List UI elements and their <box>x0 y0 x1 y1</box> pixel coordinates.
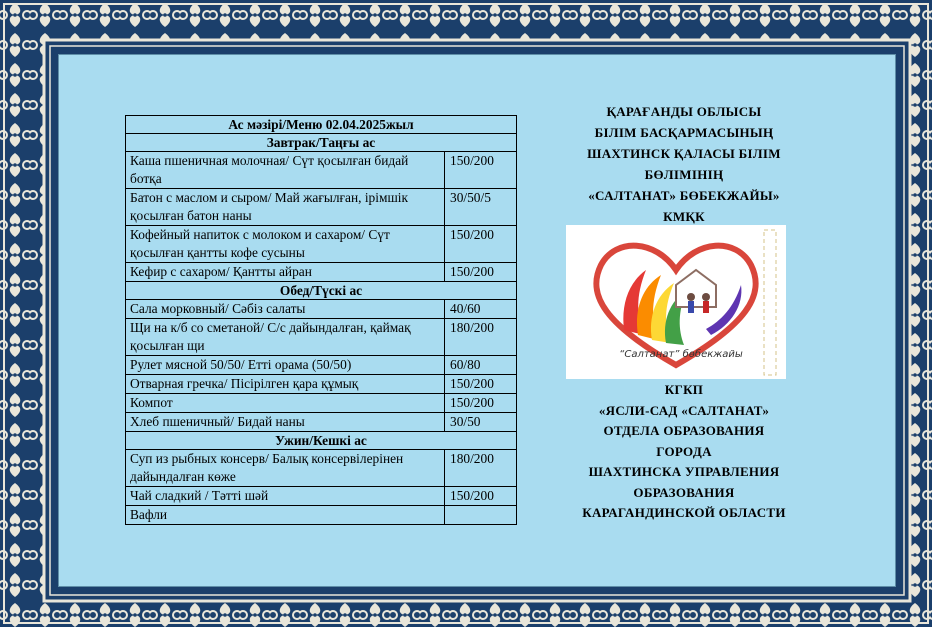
menu-item-row <box>126 189 517 226</box>
meal-section-header <box>126 282 517 300</box>
portion-size: 180/200 <box>445 319 517 356</box>
org-name-russian <box>556 380 812 524</box>
org-ru-line: ОБРАЗОВАНИЯ <box>633 484 735 500</box>
dish-name: Вафли <box>126 506 445 525</box>
portion-size: 150/200 <box>445 394 517 413</box>
dish-name: Чай сладкий / Тәтті шәй <box>126 487 445 506</box>
menu-item-row <box>126 450 517 487</box>
menu-item-row <box>126 375 517 394</box>
portion-size: 150/200 <box>445 226 517 263</box>
dish-name: Кефир с сахаром/ Қантты айран <box>126 263 445 282</box>
org-ru-line: ШАХТИНСКА УПРАВЛЕНИЯ <box>588 464 780 479</box>
dish-name: Щи на к/б со сметаной/ С/с дайындалған, қаймақ қосылған щи <box>126 319 445 356</box>
portion-size: 60/80 <box>445 356 517 375</box>
org-kz-line: БӨЛІМІНІҢ <box>644 167 724 182</box>
org-ru-line: ОТДЕЛА ОБРАЗОВАНИЯ <box>603 423 765 438</box>
org-kz-line: ҚАРАҒАНДЫ ОБЛЫСЫ <box>606 104 762 119</box>
portion-size: 30/50 <box>445 413 517 432</box>
kindergarten-logo <box>566 225 786 379</box>
org-kz-line: ШАХТИНСК ҚАЛАСЫ БІЛІМ <box>587 146 781 161</box>
org-kz-line: КМҚК <box>663 209 705 224</box>
menu-item-row <box>126 413 517 432</box>
meal-section-name: Обед/Түскі ас <box>126 282 517 300</box>
menu-item-row <box>126 263 517 282</box>
portion-size: 150/200 <box>445 263 517 282</box>
org-kz-line: БІЛІМ БАСҚАРМАСЫНЫҢ <box>594 125 774 140</box>
org-ru-line: ГОРОДА <box>656 443 712 459</box>
meal-section-name: Завтрак/Таңғы ас <box>126 134 517 152</box>
menu-item-row <box>126 319 517 356</box>
dish-name: Суп из рыбных консерв/ Балық консервілерінен дайындалған көже <box>126 450 445 487</box>
portion-size <box>445 506 517 525</box>
portion-size: 150/200 <box>445 152 517 189</box>
portion-size: 40/60 <box>445 300 517 319</box>
menu-item-row <box>126 506 517 525</box>
portion-size: 150/200 <box>445 375 517 394</box>
menu-item-row <box>126 226 517 263</box>
org-kz-line: «САЛТАНАТ» БӨБЕКЖАЙЫ» <box>588 188 780 203</box>
dish-name: Сала морковный/ Сәбіз салаты <box>126 300 445 319</box>
dish-name: Рулет мясной 50/50/ Етті орама (50/50) <box>126 356 445 375</box>
dish-name: Отварная гречка/ Пісірілген қара құмық <box>126 375 445 394</box>
menu-item-row <box>126 356 517 375</box>
menu-table <box>125 115 517 525</box>
menu-item-row <box>126 487 517 506</box>
portion-size: 30/50/5 <box>445 189 517 226</box>
logo-caption: “Салтанат” бөбекжайы <box>619 349 743 360</box>
dish-name: Компот <box>126 394 445 413</box>
org-ru-line: КГКП <box>664 382 704 397</box>
dish-name: Батон с маслом и сыром/ Май жағылған, ірімшік қосылған батон наны <box>126 189 445 226</box>
org-ru-line: «ЯСЛИ-САД «САЛТАНАТ» <box>598 402 770 418</box>
org-ru-line: КАРАГАНДИНСКОЙ ОБЛАСТИ <box>582 505 786 520</box>
portion-size: 150/200 <box>445 487 517 506</box>
meal-section-name: Ужин/Кешкі ас <box>126 432 517 450</box>
menu-item-row <box>126 152 517 189</box>
menu-item-row <box>126 394 517 413</box>
menu-title: Ас мәзірі/Меню 02.04.2025жыл <box>126 116 517 134</box>
menu-item-row <box>126 300 517 319</box>
menu-title-row <box>126 116 517 134</box>
dish-name: Каша пшеничная молочная/ Сүт қосылған бидай ботқа <box>126 152 445 189</box>
portion-size: 180/200 <box>445 450 517 487</box>
org-name-kazakh <box>560 101 808 227</box>
meal-section-header <box>126 134 517 152</box>
dish-name: Хлеб пшеничный/ Бидай наны <box>126 413 445 432</box>
dish-name: Кофейный напиток с молоком и сахаром/ Сүт қосылған қантты кофе сусыны <box>126 226 445 263</box>
meal-section-header <box>126 432 517 450</box>
